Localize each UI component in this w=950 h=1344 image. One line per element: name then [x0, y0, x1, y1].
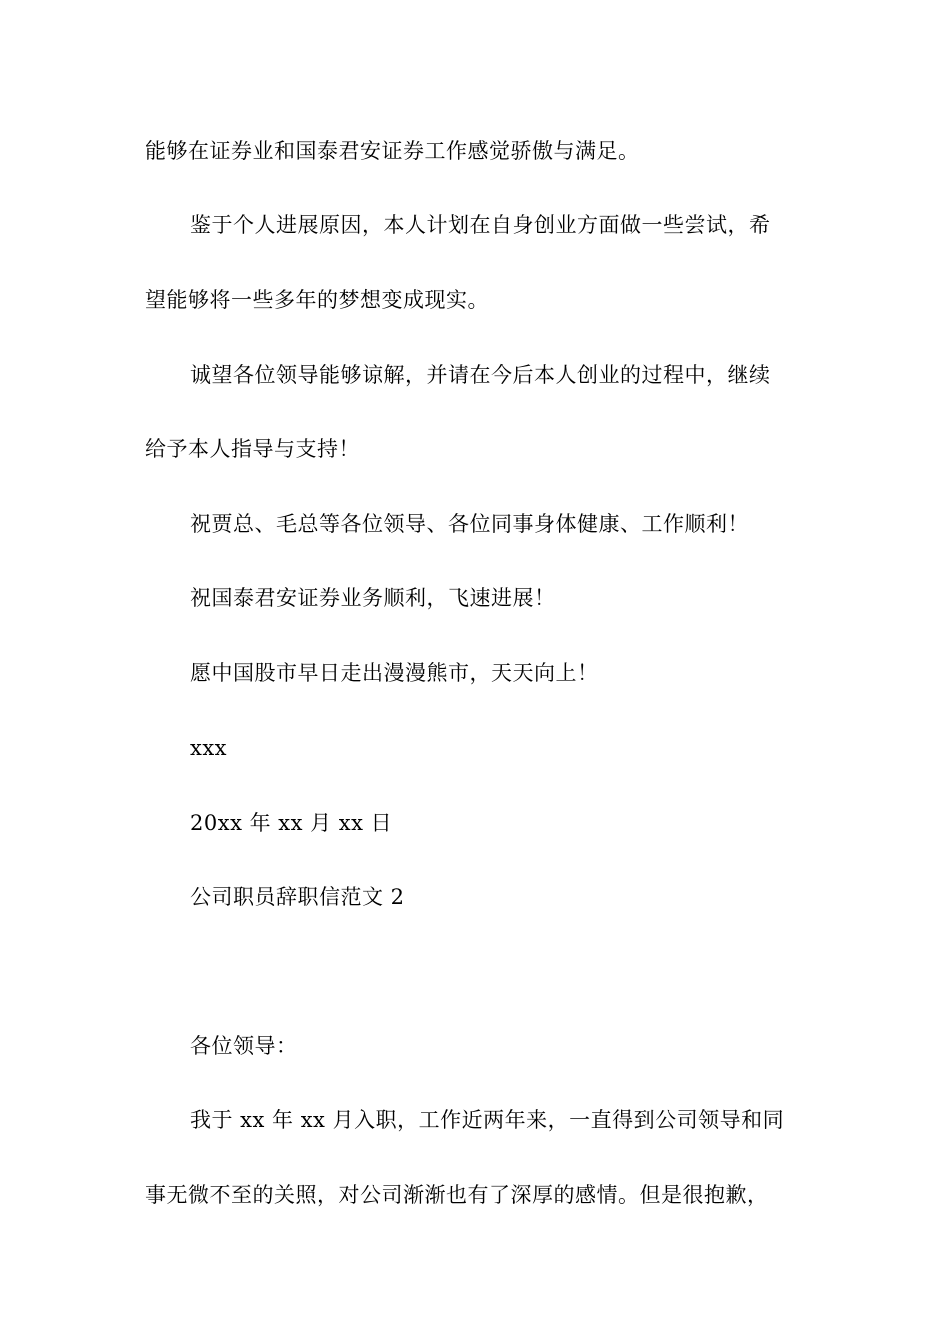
paragraph-line: 祝国泰君安证券业务顺利，飞速进展！	[190, 586, 556, 610]
section-title: 公司职员辞职信范文 2	[190, 885, 405, 909]
paragraph-line: 愿中国股市早日走出漫漫熊市，天天向上！	[190, 661, 599, 685]
paragraph-line: 能够在证券业和国泰君安证券工作感觉骄傲与满足。	[145, 139, 640, 163]
paragraph-line: 事无微不至的关照，对公司渐渐也有了深厚的感情。但是很抱歉，	[145, 1183, 769, 1207]
paragraph-line: 祝贾总、毛总等各位领导、各位同事身体健康、工作顺利！	[190, 512, 749, 536]
paragraph-line: 望能够将一些多年的梦想变成现实。	[145, 288, 489, 312]
signature-name: xxx	[190, 736, 228, 760]
signature-date: 20xx 年 xx 月 xx 日	[190, 811, 393, 835]
salutation: 各位领导：	[190, 1034, 298, 1058]
paragraph-line: 鉴于个人进展原因，本人计划在自身创业方面做一些尝试，希	[190, 213, 771, 237]
paragraph-line: 诚望各位领导能够谅解，并请在今后本人创业的过程中，继续	[190, 363, 771, 387]
paragraph-line: 我于 xx 年 xx 月入职，工作近两年来，一直得到公司领导和同	[190, 1108, 785, 1132]
paragraph-line: 给予本人指导与支持！	[145, 437, 360, 461]
